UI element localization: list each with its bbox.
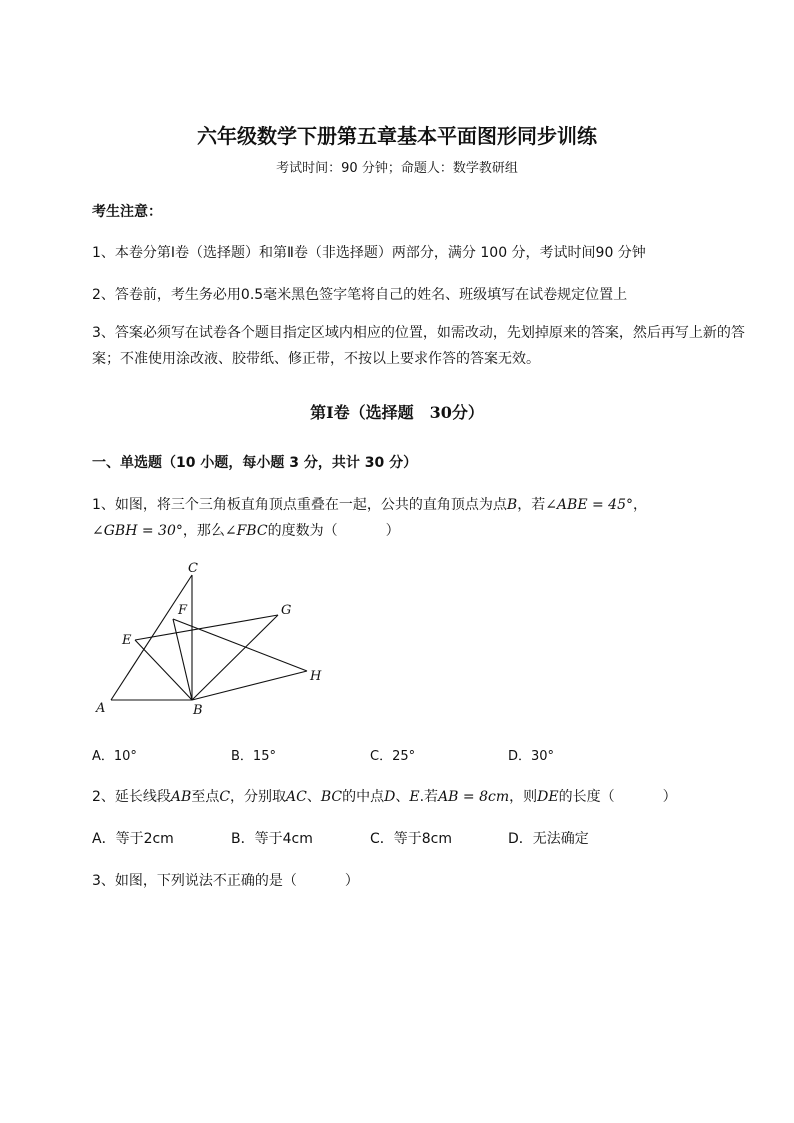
question-text: ） xyxy=(385,523,400,539)
label-f: F xyxy=(178,603,188,618)
option-a[interactable]: A．10° xyxy=(92,749,137,764)
question-1-line-1 xyxy=(92,494,647,514)
question-text: ，那么 xyxy=(182,523,225,539)
option-c[interactable]: C．等于8cm xyxy=(370,831,453,847)
option-b[interactable]: B．等于4cm xyxy=(231,831,313,847)
math-expression: B xyxy=(506,497,518,513)
label-c: C xyxy=(188,561,198,576)
math-expression: DE xyxy=(537,789,559,805)
part-title: 一、单选题（10 小题，每小题 3 分，共计 30 分） xyxy=(92,455,418,471)
math-expression: D xyxy=(384,789,396,805)
question-text: ） xyxy=(344,873,359,889)
question-3 xyxy=(92,870,359,890)
option-c[interactable]: C．25° xyxy=(370,749,416,764)
section-title: 第Ⅰ卷（选择题 30分） xyxy=(310,403,484,422)
math-expression: AB = 8cm xyxy=(438,789,510,805)
segment-fh xyxy=(173,619,307,671)
question-text: 1、如图，将三个三角板直角顶点重叠在一起，公共的直角顶点为点 xyxy=(92,497,507,513)
option-d[interactable]: D．30° xyxy=(508,749,555,764)
question-text: 、 xyxy=(395,789,410,805)
math-expression: AC xyxy=(286,789,307,805)
math-expression: ∠ABE = 45° xyxy=(545,497,633,513)
math-expression: E xyxy=(409,789,420,805)
note-item: 1、本卷分第Ⅰ卷（选择题）和第Ⅱ卷（非选择题）两部分，满分 100 分，考试时间90 分钟 xyxy=(92,245,646,261)
question-text: 、 xyxy=(306,789,321,805)
label-g: G xyxy=(281,603,292,618)
label-e: E xyxy=(122,633,132,648)
option-d[interactable]: D．无法确定 xyxy=(508,831,589,847)
segment-bh xyxy=(192,671,307,700)
question-text: 的度数为（ xyxy=(267,523,338,539)
triangle-figure xyxy=(95,555,335,720)
note-item: 3、答案必须写在试卷各个题目指定区域内相应的位置，如需改动，先划掉原来的答案，然后再写上新的答案；不准使用涂改液、胶带纸、修正带，不按以上要求作答的答案无效。 xyxy=(92,325,745,367)
math-expression: AB xyxy=(170,789,192,805)
math-expression: C xyxy=(219,789,231,805)
question-1-line-2 xyxy=(92,520,400,540)
math-expression: BC xyxy=(320,789,343,805)
question-text: ，分别取 xyxy=(230,789,287,805)
question-text: .若 xyxy=(419,789,439,805)
label-b: B xyxy=(193,703,203,718)
math-expression: ∠GBH = 30° xyxy=(92,523,183,539)
question-text: ） xyxy=(662,789,677,805)
math-expression: ∠FBC xyxy=(224,523,268,539)
question-text: ， xyxy=(633,497,647,513)
option-a[interactable]: A．等于2cm xyxy=(92,831,174,847)
notes-heading: 考生注意： xyxy=(92,204,162,220)
question-text: 的长度（ xyxy=(558,789,615,805)
page-title: 六年级数学下册第五章基本平面图形同步训练 xyxy=(197,124,597,148)
option-b[interactable]: B．15° xyxy=(231,749,276,764)
question-text: ，若 xyxy=(517,497,546,513)
note-item: 2、答卷前，考生务必用0.5毫米黑色签字笔将自己的姓名、班级填写在试卷规定位置上 xyxy=(92,287,628,303)
label-a: A xyxy=(96,701,106,716)
question-2 xyxy=(92,786,677,806)
label-h: H xyxy=(310,669,322,684)
exam-info: 考试时间：90 分钟；命题人：数学教研组 xyxy=(276,161,518,176)
question-text: ，则 xyxy=(509,789,538,805)
question-text: 2、延长线段 xyxy=(92,789,171,805)
question-text: 的中点 xyxy=(342,789,385,805)
segment-eb xyxy=(135,640,192,700)
question-text: 至点 xyxy=(191,789,220,805)
question-text: 3、如图，下列说法不正确的是（ xyxy=(92,873,297,889)
